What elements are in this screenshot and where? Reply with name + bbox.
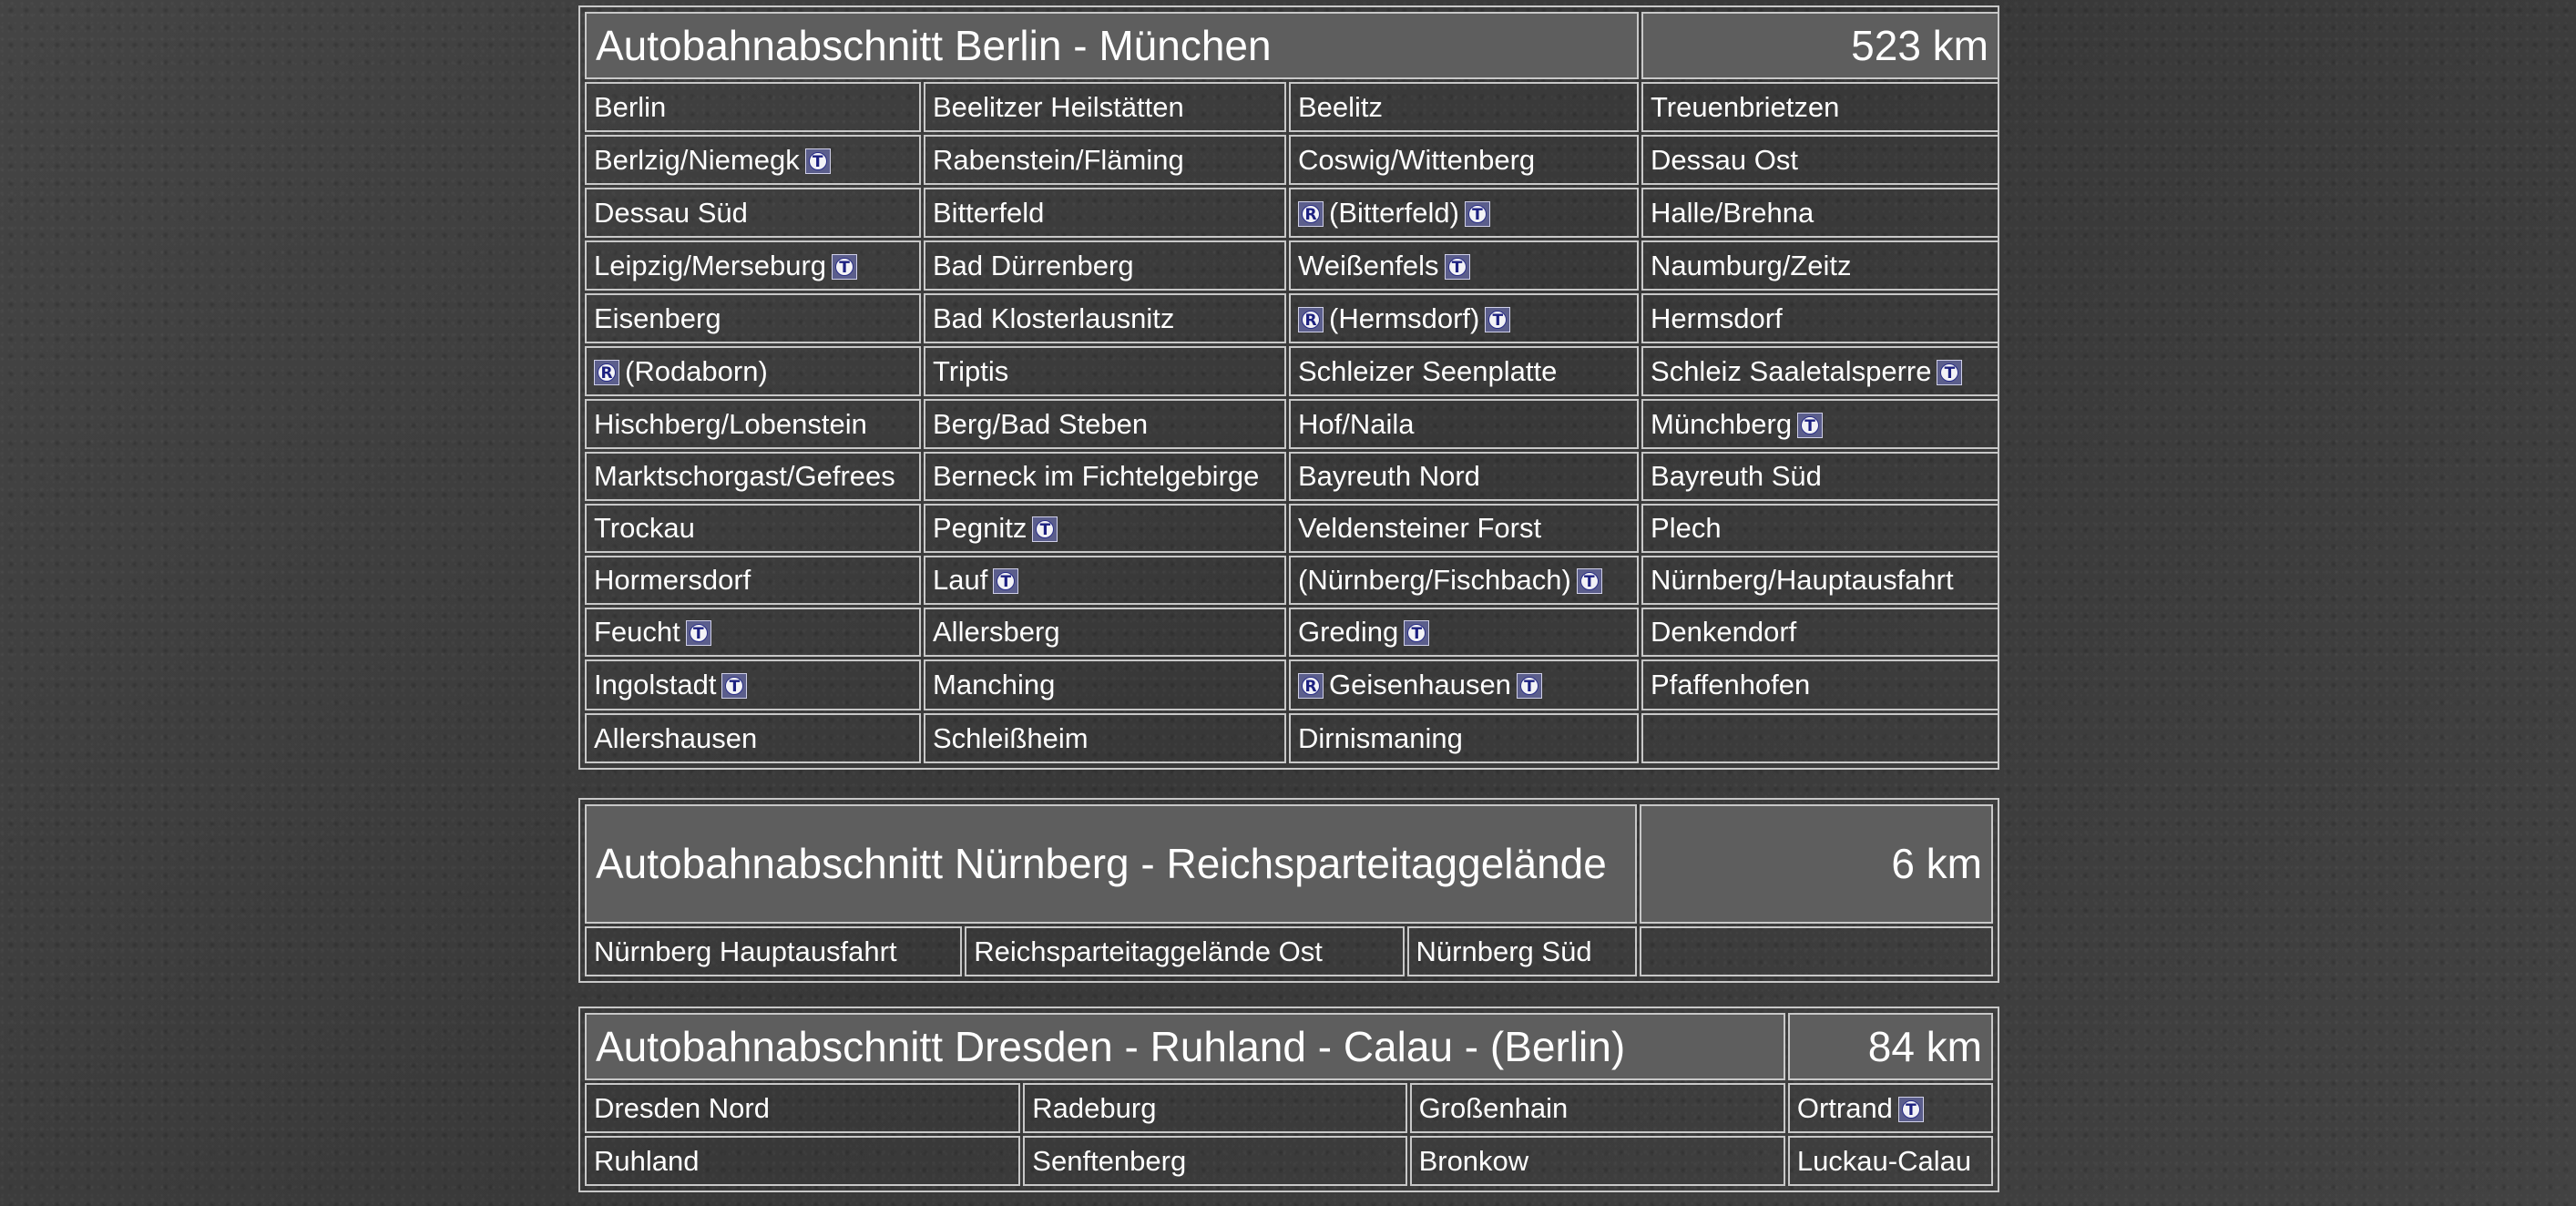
exit-cell <box>924 135 1286 185</box>
exit-cell <box>1289 399 1639 449</box>
exit-name: Schleißheim <box>933 721 1089 754</box>
exit-name: Rabenstein/Fläming <box>933 143 1184 176</box>
exit-cell <box>1641 452 1999 501</box>
exit-name: Nürnberg Hauptausfahrt <box>594 935 897 967</box>
raststaette-icon <box>594 360 619 385</box>
exit-cell <box>1289 452 1639 501</box>
exit-name: Naumburg/Zeitz <box>1651 249 1852 281</box>
exit-name: Ortrand <box>1796 1091 1893 1124</box>
exit-name: Denkendorf <box>1651 616 1797 648</box>
exit-cell-empty <box>1641 713 1999 763</box>
exit-cell <box>1641 556 1999 605</box>
exit-cell <box>585 556 921 605</box>
exit-name: Nürnberg Süd <box>1416 935 1592 967</box>
tankstelle-icon <box>1517 673 1542 699</box>
exit-name: Halle/Brehna <box>1651 196 1814 229</box>
exit-cell <box>1641 82 1999 132</box>
exit-cell <box>1641 659 1999 710</box>
exit-name: Bitterfeld <box>933 196 1045 229</box>
exit-cell <box>1289 188 1639 238</box>
exit-cell <box>1641 608 1999 657</box>
exit-cell <box>585 1136 1020 1186</box>
exit-name: Marktschorgast/Gefrees <box>594 460 895 492</box>
exit-name: (Nürnberg/Fischbach) <box>1298 564 1571 596</box>
exit-name: Manching <box>933 669 1056 700</box>
tankstelle-icon <box>1937 360 1962 385</box>
exit-name: Bad Dürrenberg <box>933 249 1134 281</box>
exit-cell <box>585 293 921 343</box>
exit-name: (Bitterfeld) <box>1329 196 1459 229</box>
exit-cell <box>585 504 921 553</box>
exit-name: Triptis <box>933 354 1009 387</box>
exit-cell <box>1289 556 1639 605</box>
raststaette-icon <box>1298 673 1324 699</box>
exit-cell <box>924 399 1286 449</box>
exit-name: Reichsparteitaggelände Ost <box>974 935 1323 967</box>
tankstelle-icon <box>1797 413 1823 438</box>
exit-name: Großenhain <box>1418 1091 1569 1124</box>
exit-cell <box>1289 82 1639 132</box>
exit-cell <box>585 608 921 657</box>
tankstelle-icon <box>805 148 831 174</box>
exit-cell <box>1410 1083 1785 1133</box>
section-length: 523 km <box>1641 12 1999 79</box>
exit-name: Beelitzer Heilstätten <box>933 90 1184 123</box>
exit-name: Greding <box>1298 616 1399 648</box>
exit-cell <box>585 713 921 763</box>
exit-name: Eisenberg <box>594 302 721 334</box>
exit-cell <box>1788 1136 1993 1186</box>
exit-name: Treuenbrietzen <box>1651 90 1840 123</box>
exit-cell <box>924 240 1286 291</box>
exit-name: Plech <box>1651 512 1722 544</box>
exit-name: Nürnberg/Hauptausfahrt <box>1651 564 1954 596</box>
autobahn-section-berlin-muenchen <box>578 5 1999 770</box>
exit-name: Geisenhausen <box>1329 669 1511 700</box>
exit-name: Dessau Süd <box>594 196 748 229</box>
tankstelle-icon <box>832 254 857 280</box>
raststaette-icon <box>1298 307 1324 332</box>
exit-cell <box>924 452 1286 501</box>
exit-name: Berlin <box>594 90 667 123</box>
exit-cell <box>585 240 921 291</box>
exit-name: Luckau-Calau <box>1796 1144 1972 1177</box>
exit-cell <box>585 399 921 449</box>
exit-cell <box>1289 346 1639 396</box>
exit-name: Dirnismaning <box>1298 721 1463 754</box>
exit-cell <box>1407 926 1637 976</box>
section-table <box>582 1010 1996 1189</box>
exit-cell <box>924 556 1286 605</box>
exit-name: Bayreuth Süd <box>1651 460 1822 492</box>
exit-name: Berlzig/Niemegk <box>594 143 800 176</box>
exit-cell <box>1289 135 1639 185</box>
exit-name: Berg/Bad Steben <box>933 407 1149 440</box>
tankstelle-icon <box>993 568 1018 594</box>
exit-cell <box>924 659 1286 710</box>
exit-cell <box>1289 659 1639 710</box>
exit-name: Bronkow <box>1418 1144 1529 1177</box>
section-title: Autobahnabschnitt Nürnberg - Reichsparteitaggelände <box>585 804 1637 924</box>
exit-cell <box>585 659 921 710</box>
exit-name: Hof/Naila <box>1298 407 1415 440</box>
exit-cell <box>924 293 1286 343</box>
exit-cell <box>1289 713 1639 763</box>
exit-name: Pegnitz <box>933 512 1027 544</box>
autobahn-section-nuernberg-reichsparteitaggelaende <box>578 798 1999 983</box>
exit-cell <box>924 608 1286 657</box>
exit-name: Pfaffenhofen <box>1651 669 1811 700</box>
exit-cell <box>585 926 962 976</box>
tankstelle-icon <box>1032 516 1058 542</box>
exit-cell <box>1023 1083 1406 1133</box>
exit-name: Radeburg <box>1032 1091 1157 1124</box>
tankstelle-icon <box>721 673 747 699</box>
section-title: Autobahnabschnitt Berlin - München <box>585 12 1639 79</box>
exit-name: Veldensteiner Forst <box>1298 512 1542 544</box>
exit-name: Bad Klosterlausnitz <box>933 302 1175 334</box>
exit-name: Dessau Ost <box>1651 143 1798 176</box>
exit-name: Coswig/Wittenberg <box>1298 143 1536 176</box>
exit-name: (Hermsdorf) <box>1329 302 1480 334</box>
exit-name: Hermsdorf <box>1651 302 1783 334</box>
exit-cell <box>1289 504 1639 553</box>
tankstelle-icon <box>686 620 711 646</box>
tankstelle-icon <box>1465 201 1490 227</box>
exit-name: Lauf <box>933 564 988 596</box>
tankstelle-icon <box>1898 1097 1924 1122</box>
exit-name: Bayreuth Nord <box>1298 460 1480 492</box>
exit-cell <box>1788 1083 1993 1133</box>
exit-cell <box>585 1083 1020 1133</box>
exit-name: Senftenberg <box>1032 1144 1187 1177</box>
exit-cell <box>965 926 1404 976</box>
exit-name: Schleiz Saaletalsperre <box>1651 354 1932 387</box>
exit-name: Hischberg/Lobenstein <box>594 407 867 440</box>
exit-cell <box>1289 608 1639 657</box>
exit-name: Münchberg <box>1651 407 1793 440</box>
exit-cell <box>1641 135 1999 185</box>
exit-cell <box>924 713 1286 763</box>
exit-cell <box>585 346 921 396</box>
exit-cell-empty <box>1640 926 1993 976</box>
exit-cell <box>1410 1136 1785 1186</box>
exit-name: Ingolstadt <box>594 669 717 700</box>
exit-cell <box>924 504 1286 553</box>
exit-name: Hormersdorf <box>594 564 751 596</box>
exit-cell <box>585 188 921 238</box>
exit-cell <box>1289 293 1639 343</box>
exit-name: Ruhland <box>594 1144 700 1177</box>
section-table <box>582 802 1996 979</box>
tankstelle-icon <box>1404 620 1429 646</box>
tankstelle-icon <box>1445 254 1470 280</box>
exit-cell <box>585 135 921 185</box>
exit-name: Trockau <box>594 512 695 544</box>
exit-cell <box>924 346 1286 396</box>
section-length: 84 km <box>1788 1013 1993 1080</box>
section-title: Autobahnabschnitt Dresden - Ruhland - Calau - (Berlin) <box>585 1013 1785 1080</box>
exit-cell <box>1641 188 1999 238</box>
tankstelle-icon <box>1577 568 1602 594</box>
exit-name: Berneck im Fichtelgebirge <box>933 460 1260 492</box>
exit-name: Weißenfels <box>1298 249 1439 281</box>
exit-cell <box>1023 1136 1406 1186</box>
exit-name: Leipzig/Merseburg <box>594 249 827 281</box>
exit-cell <box>585 82 921 132</box>
exit-cell <box>1641 240 1999 291</box>
exit-cell <box>924 82 1286 132</box>
exit-cell <box>1641 346 1999 396</box>
autobahn-section-dresden-berlin <box>578 1007 1999 1192</box>
section-length: 6 km <box>1640 804 1993 924</box>
exit-name: Beelitz <box>1298 90 1384 123</box>
exit-name: (Rodaborn) <box>625 354 768 387</box>
exit-name: Allersberg <box>933 616 1060 648</box>
exit-name: Dresden Nord <box>594 1091 770 1124</box>
section-table <box>582 9 2002 766</box>
exit-cell <box>1641 293 1999 343</box>
exit-name: Feucht <box>594 616 680 648</box>
exit-cell <box>1641 399 1999 449</box>
tankstelle-icon <box>1485 307 1510 332</box>
raststaette-icon <box>1298 201 1324 227</box>
exit-cell <box>924 188 1286 238</box>
exit-name: Allershausen <box>594 721 758 754</box>
exit-cell <box>1641 504 1999 553</box>
exit-cell <box>585 452 921 501</box>
exit-name: Schleizer Seenplatte <box>1298 354 1558 387</box>
exit-cell <box>1289 240 1639 291</box>
